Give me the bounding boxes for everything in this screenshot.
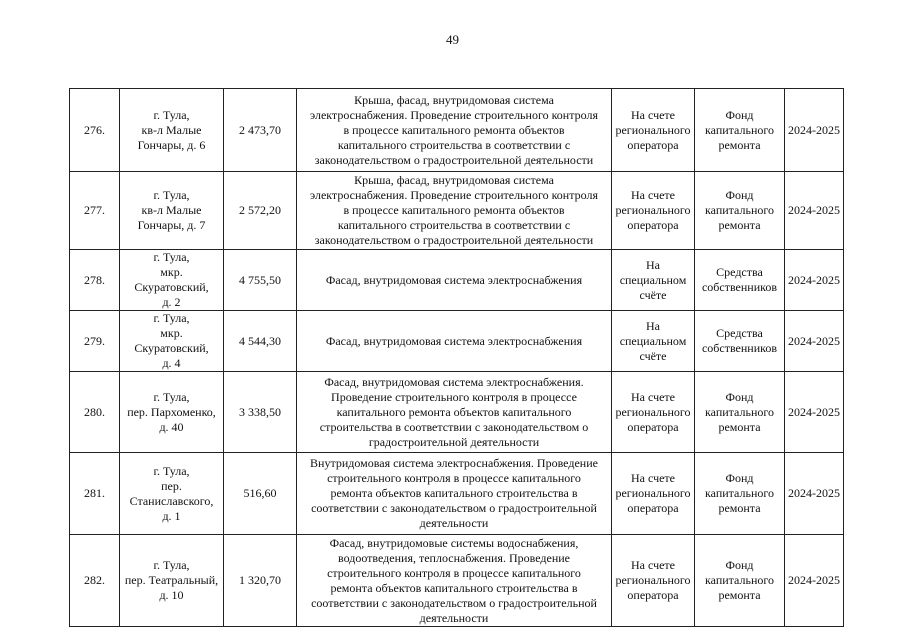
cell-account [612,172,695,250]
cell-address-line: пер. Театральный, [124,573,219,587]
cell-area: 4 544,30 [224,311,297,372]
cell-works-line: ремонта объектов капитального строительства в [330,580,578,595]
cell-address [120,535,224,627]
cell-account-line: регионального [615,203,691,217]
cell-works-line: Фасад, внутридомовая система электроснабжения. [324,374,584,389]
cell-address-line: кв-л Малые [141,203,202,217]
cell-works-line: деятельности [419,610,489,625]
cell-address [120,372,224,453]
cell-period: 2024-2025 [785,535,844,627]
cell-number: 281. [70,453,120,535]
cell-works-line: Фасад, внутридомовые системы водоснабжения, [329,535,579,550]
cell-address-line: пер. Пархоменко, [127,404,216,419]
cell-works-line: соответствии с законодательством о градостроительной [311,501,597,515]
cell-works [297,250,612,311]
cell-works-line: в процессе капитального ремонта объектов [343,203,565,217]
cell-account-line: оператора [627,419,679,434]
cell-period: 2024-2025 [785,172,844,250]
cell-works-line: строительного контроля в процессе капитального [327,565,581,580]
cell-account-line: оператора [627,137,679,152]
table-row [70,372,844,453]
cell-period: 2024-2025 [785,250,844,311]
cell-funding-source-line: ремонта [718,588,761,602]
cell-address-line: пер. [161,478,182,493]
cell-funding-source-line: капитального [705,486,774,500]
cell-works-line: капитального строительства в соответствии с [337,137,571,152]
cell-account-line: оператора [627,218,679,232]
cell-area: 1 320,70 [224,535,297,627]
cell-address-line: Гончары, д. 7 [137,218,206,232]
cell-account-line: счёте [639,287,667,302]
cell-works [297,311,612,372]
cell-account-line: На счете [630,389,675,404]
cell-account [612,535,695,627]
cell-area: 4 755,50 [224,250,297,311]
cell-works-line: законодательством о градостроительной деятельности [314,233,594,247]
cell-number: 278. [70,250,120,311]
table-body [70,89,844,627]
cell-address-line: д. 10 [159,588,184,602]
cell-address-line: кв-л Малые [141,122,202,137]
cell-works-line: электроснабжения. Проведение строительного контроля [310,188,598,202]
cell-address-line: г. Тула, [153,463,190,478]
cell-account-line: регионального [615,404,691,419]
cell-works-line: Крыша, фасад, внутридомовая система [354,173,554,187]
cell-address-line: г. Тула, [153,558,190,572]
cell-funding-source-line: Фонд [725,107,754,122]
cell-works-line: водоотведения, теплоснабжения. Проведение [337,550,570,565]
cell-number: 276. [70,89,120,172]
cell-works-line: деятельности [419,516,489,530]
cell-account-line: оператора [627,501,679,515]
cell-works [297,453,612,535]
cell-works-line: Внутридомовая система электроснабжения. Проведение [310,456,598,470]
cell-account-line: На счете [630,107,675,122]
cell-funding-source-line: Фонд [725,558,754,572]
cell-account [612,89,695,172]
cell-funding-source [695,250,785,311]
cell-funding-source [695,535,785,627]
cell-funding-source [695,372,785,453]
cell-funding-source-line: собственников [701,280,778,294]
cell-works-line: в процессе капитального ремонта объектов [343,122,565,137]
cell-works-line: Крыша, фасад, внутридомовая система [354,92,554,107]
table-row [70,453,844,535]
cell-works-line: законодательством о градостроительной деятельности [314,152,594,167]
cell-number: 280. [70,372,120,453]
cell-address-line: мкр. Скуратовский, [134,265,209,294]
cell-account-line: регионального [615,573,691,587]
table-row [70,535,844,627]
cell-account [612,372,695,453]
cell-address-line: мкр. Скуратовский, [134,326,209,355]
cell-funding-source-line: капитального [705,573,774,587]
cell-account-line: На счете [630,558,675,572]
cell-funding-source-line: ремонта [718,218,761,232]
cell-address-line: д. 40 [159,419,184,434]
cell-funding-source-line: Фонд [725,188,754,202]
cell-area: 3 338,50 [224,372,297,453]
cell-works [297,172,612,250]
cell-account [612,311,695,372]
cell-funding-source-line: ремонта [718,419,761,434]
cell-address [120,89,224,172]
cell-address [120,453,224,535]
cell-works [297,535,612,627]
cell-funding-source-line: собственников [701,341,778,355]
cell-funding-source-line: Средства [716,265,763,279]
cell-account [612,453,695,535]
cell-account-line: специальном [619,333,687,348]
cell-period: 2024-2025 [785,89,844,172]
cell-number: 282. [70,535,120,627]
table-row [70,250,844,311]
table-row [70,172,844,250]
cell-account-line: регионального [615,122,691,137]
cell-period: 2024-2025 [785,311,844,372]
cell-works-line: электроснабжения. Проведение строительного контроля [310,107,598,122]
cell-address-line: Станиславского, [129,493,214,508]
cell-account-line: На [646,257,660,272]
cell-works-line: ремонта объектов капитального строительства в [330,486,578,500]
cell-account-line: оператора [627,588,679,602]
cell-funding-source-line: ремонта [718,137,761,152]
cell-funding-source-line: капитального [705,404,774,419]
cell-funding-source-line: капитального [705,203,774,217]
page-number: 49 [446,32,459,47]
cell-address-line: г. Тула, [153,107,190,122]
cell-works-line: Проведение строительного контроля в процессе [331,389,577,404]
cell-funding-source-line: Средства [716,326,763,340]
cell-address-line: г. Тула, [153,250,190,264]
cell-address-line: д. 4 [162,356,181,370]
cell-number: 277. [70,172,120,250]
cell-area: 2 473,70 [224,89,297,172]
cell-funding-source-line: Фонд [725,389,754,404]
cell-works-line: соответствии с законодательством о градостроительной [311,595,597,610]
cell-address-line: г. Тула, [153,311,190,325]
cell-account-line: специальном [619,272,687,287]
cell-works [297,372,612,453]
cell-address-line: г. Тула, [153,188,190,202]
cell-works-line: градостроительной деятельности [368,434,540,449]
cell-address-line: д. 1 [162,508,181,523]
cell-funding-source [695,89,785,172]
cell-address-line: д. 2 [162,295,181,309]
cell-area: 2 572,20 [224,172,297,250]
cell-period: 2024-2025 [785,372,844,453]
cell-address-line: Гончары, д. 6 [137,137,206,152]
cell-funding-source-line: Фонд [725,471,754,485]
cell-funding-source [695,453,785,535]
cell-address [120,311,224,372]
cell-address [120,172,224,250]
cell-account-line: На счете [630,471,675,485]
cell-account-line: На [646,318,660,333]
cell-area: 516,60 [224,453,297,535]
cell-number: 279. [70,311,120,372]
table-row [70,89,844,172]
table-row [70,311,844,372]
cell-works-line: строительного контроля в процессе капитального [327,471,581,485]
cell-works [297,89,612,172]
repair-program-table [69,88,844,627]
cell-account-line: регионального [615,486,691,500]
cell-funding-source [695,311,785,372]
cell-works-line: капитального строительства в соответствии с [337,218,571,232]
cell-address [120,250,224,311]
cell-works-line: капитального ремонта объектов капитального [336,404,572,419]
cell-account [612,250,695,311]
cell-funding-source-line: ремонта [718,501,761,515]
cell-address-line: г. Тула, [153,389,190,404]
cell-works-line: Фасад, внутридомовая система электроснабжения [325,272,583,287]
cell-account-line: счёте [639,348,667,363]
cell-works-line: Фасад, внутридомовая система электроснабжения [325,333,583,348]
cell-funding-source [695,172,785,250]
cell-period: 2024-2025 [785,453,844,535]
cell-works-line: строительства в соответствии с законодательством о [319,419,589,434]
cell-account-line: На счете [630,188,675,202]
cell-funding-source-line: капитального [705,122,774,137]
